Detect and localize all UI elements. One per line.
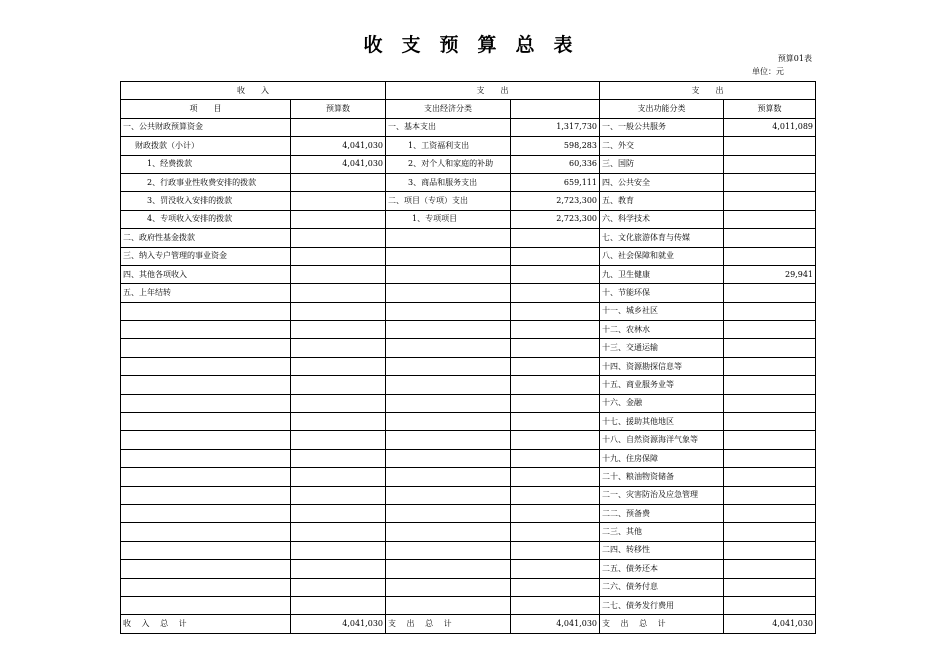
table-row [121,155,816,173]
table-row [121,541,816,559]
econ-item [386,321,511,339]
econ-value [511,357,600,375]
income-item [121,468,291,486]
func-item: 十三、交通运输 [600,339,724,357]
income-item [121,339,291,357]
income-value [291,578,386,596]
income-item [121,486,291,504]
table-row [121,376,816,394]
econ-value: 598,283 [511,137,600,155]
func-value [724,504,816,522]
econ-value [511,449,600,467]
table-row [121,468,816,486]
income-item [121,302,291,320]
func-item: 一、一般公共服务 [600,118,724,136]
econ-value [511,265,600,283]
func-value [724,413,816,431]
econ-value: 659,111 [511,173,600,191]
econ-value [511,229,600,247]
income-item: 2、行政事业性收费安排的拨款 [121,173,291,191]
econ-value [511,560,600,578]
income-value [291,357,386,375]
expense-econ-header: 支 出 [386,82,600,100]
econ-value [511,284,600,302]
econ-item: 二、项目（专项）支出 [386,192,511,210]
econ-value [511,486,600,504]
budget-table [120,81,816,634]
econ-item [386,468,511,486]
income-value [291,339,386,357]
table-row [121,118,816,136]
func-item: 十四、资源勘探信息等 [600,357,724,375]
func-item: 二、外交 [600,137,724,155]
table-row [121,173,816,191]
econ-value: 1,317,730 [511,118,600,136]
income-item [121,321,291,339]
income-value: 4,041,030 [291,155,386,173]
func-item: 八、社会保障和就业 [600,247,724,265]
page-title: 收支预算总表 [363,34,592,56]
income-value [291,449,386,467]
table-row [121,578,816,596]
header-row-2 [121,100,816,118]
func-value [724,302,816,320]
table-row [121,229,816,247]
econ-item [386,376,511,394]
budget-header: 预算数 [291,100,386,118]
income-total-label: 收 入 总 计 [121,615,291,633]
econ-item: 1、专项项目 [386,210,511,228]
table-row [121,302,816,320]
func-item: 二五、债务还本 [600,560,724,578]
func-value [724,339,816,357]
func-item: 二十、粮油物资储备 [600,468,724,486]
func-value [724,578,816,596]
func-item: 十六、金融 [600,394,724,412]
income-value [291,210,386,228]
econ-value: 2,723,300 [511,210,600,228]
table-row [121,210,816,228]
table-row [121,284,816,302]
func-value [724,486,816,504]
econ-item [386,523,511,541]
econ-value [511,321,600,339]
func-value [724,173,816,191]
income-item: 财政拨款（小计） [121,137,291,155]
econ-value [511,468,600,486]
func-item: 十八、自然资源海洋气象等 [600,431,724,449]
func-value [724,229,816,247]
econ-item: 1、工资福利支出 [386,137,511,155]
income-item [121,357,291,375]
income-value [291,265,386,283]
table-row [121,265,816,283]
income-value [291,229,386,247]
table-row [121,560,816,578]
econ-value [511,339,600,357]
econ-item [386,560,511,578]
econ-value [511,504,600,522]
income-item: 三、纳入专户管理的事业资金 [121,247,291,265]
func-value [724,284,816,302]
func-item: 九、卫生健康 [600,265,724,283]
func-item: 十一、城乡社区 [600,302,724,320]
table-row [121,394,816,412]
econ-value [511,247,600,265]
func-item: 二七、债务发行费用 [600,596,724,614]
econ-item [386,247,511,265]
income-header: 收 入 [121,82,386,100]
func-value [724,357,816,375]
income-value [291,376,386,394]
func-item: 十五、商业服务业等 [600,376,724,394]
econ-item: 3、商品和服务支出 [386,173,511,191]
table-row [121,523,816,541]
econ-value [511,431,600,449]
econ-value [511,523,600,541]
income-item: 3、罚没收入安排的拨款 [121,192,291,210]
func-class-header: 支出功能分类 [600,100,724,118]
func-value: 29,941 [724,265,816,283]
econ-item: 一、基本支出 [386,118,511,136]
func-value [724,376,816,394]
income-item: 1、经费拨款 [121,155,291,173]
func-item: 十、节能环保 [600,284,724,302]
func-value [724,431,816,449]
income-item [121,431,291,449]
econ-item [386,486,511,504]
func-value [724,596,816,614]
func-item: 五、教育 [600,192,724,210]
table-row [121,339,816,357]
income-value [291,468,386,486]
income-value [291,394,386,412]
func-value [724,541,816,559]
func-item: 二二、预备费 [600,504,724,522]
income-item [121,560,291,578]
header-row-1 [121,82,816,100]
total-row [121,615,816,633]
income-item [121,504,291,522]
income-item [121,596,291,614]
econ-item [386,265,511,283]
econ-value [511,596,600,614]
func-value [724,523,816,541]
income-value [291,118,386,136]
income-value [291,192,386,210]
income-value [291,413,386,431]
econ-item: 2、对个人和家庭的补助 [386,155,511,173]
func-total-value: 4,041,030 [724,615,816,633]
econ-value [511,302,600,320]
income-value [291,523,386,541]
econ-item [386,357,511,375]
econ-item [386,504,511,522]
item-header: 项 目 [121,100,291,118]
income-item: 一、公共财政预算资金 [121,118,291,136]
econ-item [386,449,511,467]
func-item: 四、公共安全 [600,173,724,191]
econ-value [511,394,600,412]
econ-value: 60,336 [511,155,600,173]
func-item: 十七、援助其他地区 [600,413,724,431]
income-item [121,541,291,559]
func-value [724,137,816,155]
table-row [121,431,816,449]
table-row [121,357,816,375]
econ-class-header: 支出经济分类 [386,100,511,118]
table-row [121,486,816,504]
econ-value [511,413,600,431]
income-total-value: 4,041,030 [291,615,386,633]
income-value [291,504,386,522]
table-row [121,449,816,467]
econ-item [386,339,511,357]
func-item: 二一、灾害防治及应急管理 [600,486,724,504]
income-item: 四、其他各项收入 [121,265,291,283]
table-row [121,192,816,210]
func-item: 二六、债务付息 [600,578,724,596]
income-value [291,560,386,578]
income-value [291,486,386,504]
econ-value [511,578,600,596]
income-value [291,541,386,559]
unit-label: 单位：元 [752,67,784,76]
econ-item [386,431,511,449]
func-value [724,394,816,412]
table-row [121,137,816,155]
func-item: 十二、农林水 [600,321,724,339]
income-item [121,394,291,412]
func-value [724,155,816,173]
econ-value: 2,723,300 [511,192,600,210]
func-value [724,449,816,467]
func-value [724,321,816,339]
func-value [724,560,816,578]
func-value [724,468,816,486]
table-row [121,596,816,614]
econ-item [386,302,511,320]
budget-header: 预算数 [724,100,816,118]
income-value [291,284,386,302]
econ-total-label: 支 出 总 计 [386,615,511,633]
func-value [724,247,816,265]
econ-item [386,394,511,412]
income-value [291,173,386,191]
table-row [121,321,816,339]
expense-func-header: 支 出 [600,82,816,100]
econ-item [386,284,511,302]
func-total-label: 支 出 总 计 [600,615,724,633]
income-item: 五、上年结转 [121,284,291,302]
income-value [291,302,386,320]
func-item: 十九、住房保障 [600,449,724,467]
income-value [291,431,386,449]
table-row [121,504,816,522]
income-item [121,523,291,541]
income-value [291,596,386,614]
func-value [724,210,816,228]
income-item: 二、政府性基金拨款 [121,229,291,247]
income-value [291,247,386,265]
func-item: 七、文化旅游体育与传媒 [600,229,724,247]
econ-item [386,413,511,431]
econ-value [511,376,600,394]
income-value [291,321,386,339]
table-row [121,247,816,265]
econ-item [386,578,511,596]
func-value: 4,011,089 [724,118,816,136]
func-item: 二三、其他 [600,523,724,541]
income-item [121,376,291,394]
income-value: 4,041,030 [291,137,386,155]
func-item: 六、科学技术 [600,210,724,228]
econ-item [386,229,511,247]
func-item: 二四、转移性 [600,541,724,559]
econ-item [386,541,511,559]
empty-header-cell [511,100,600,118]
econ-value [511,541,600,559]
econ-total-value: 4,041,030 [511,615,600,633]
table-row [121,413,816,431]
econ-item [386,596,511,614]
func-value [724,192,816,210]
func-item: 三、国防 [600,155,724,173]
form-number: 预算01表 [777,54,812,63]
income-item [121,578,291,596]
income-item: 4、专项收入安排的拨款 [121,210,291,228]
income-item [121,449,291,467]
income-item [121,413,291,431]
